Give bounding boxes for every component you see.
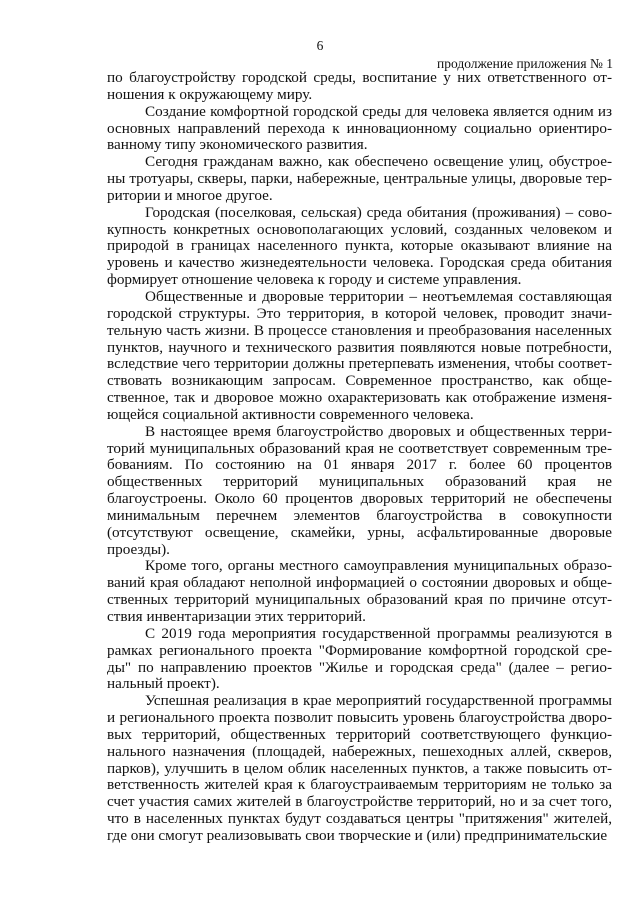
paragraph-regional-project: С 2019 года мероприятия государственной программы реализуются в рамках регионального проекта "Формирование комфортной городской среды" по направлению проектов "Жилье и городская среда" (далее – региональный проект). bbox=[107, 624, 612, 693]
page-number: 6 bbox=[316, 38, 324, 53]
paragraph-incomplete-information: Кроме того, органы местного самоуправления муниципальных образований края обладают неполной информацией о состоянии дворовых и общественных территорий муниципальных образований края по причине отсутствия инвентаризации этих территорий. bbox=[107, 557, 612, 625]
paragraph-comfortable-environment: Создание комфортной городской среды для человека является одним из основных направлений перехода к инновационному социально ориентированному типу экономического развития. bbox=[107, 102, 612, 154]
body-text bbox=[107, 70, 612, 845]
paragraph-urban-environment-definition: Городская (поселковая, сельская) среда обитания (проживания) – совокупность конкретных основополагающих условий, созданных человеком и природой в границах населенного пункта, которые оказывают влияние на уровень и качество жизнедеятельности человека. Городская среда обитания формирует отношение человека к городу и системе управления. bbox=[107, 203, 612, 289]
appendix-continuation-note: продолжение приложения № 1 bbox=[436, 56, 613, 71]
paragraph-public-and-courtyard-territories: Общественные и дворовые территории – неотъемлемая составляющая городской структуры. Это территория, в которой человек, проводит значительную часть жизни. В процессе становления и преобразования населенных пунктов, научного и технического развития появляются новые потребности, вследствие чего территории должны претерпевать изменения, чтобы соответствовать возникающим запросам. Современное пространство, как общественное, так и дворовое можно охарактеризовать как отображение изменяющейся социальной активности современного человека. bbox=[107, 287, 612, 423]
paragraph-successful-implementation: Успешная реализация в крае мероприятий государственной программы и регионального проекта позволит повысить уровень благоустройства дворовых территорий, общественных территорий соответствующего функционального назначения (площадей, набережных, пешеходных аллей, скверов, парков), улучшить в целом облик населенных пунктов, а также повысить ответственность жителей края к благоустраиваемым территориям не только за счет участия самих жителей в благоустройстве территорий, но и за счет того, что в населенных пунктах будут создаваться центры "притяжения" жителей, где они смогут реализовывать свои творческие и (или) предпринимательские bbox=[107, 692, 612, 844]
paragraph-continued: по благоустройству городской среды, воспитание у них ответственного отношения к окружающему миру. bbox=[107, 69, 612, 103]
paragraph-current-state: В настоящее время благоустройство дворовых и общественных территорий муниципальных образований края не соответствует современным требованиям. По состоянию на 01 января 2017 г. более 60 процентов общественных территорий муниципальных образований края не благоустроены. Около 60 процентов дворовых территорий не обеспечены минимальным перечнем элементов благоустройства в совокупности (отсутствуют освещение, скамейки, урны, асфальтированные дворовые проезды). bbox=[107, 422, 612, 558]
paragraph-citizens-priorities: Сегодня гражданам важно, как обеспечено освещение улиц, обустроены тротуары, скверы, парки, набережные, центральные улицы, дворовые территории и многое другое. bbox=[107, 153, 612, 204]
